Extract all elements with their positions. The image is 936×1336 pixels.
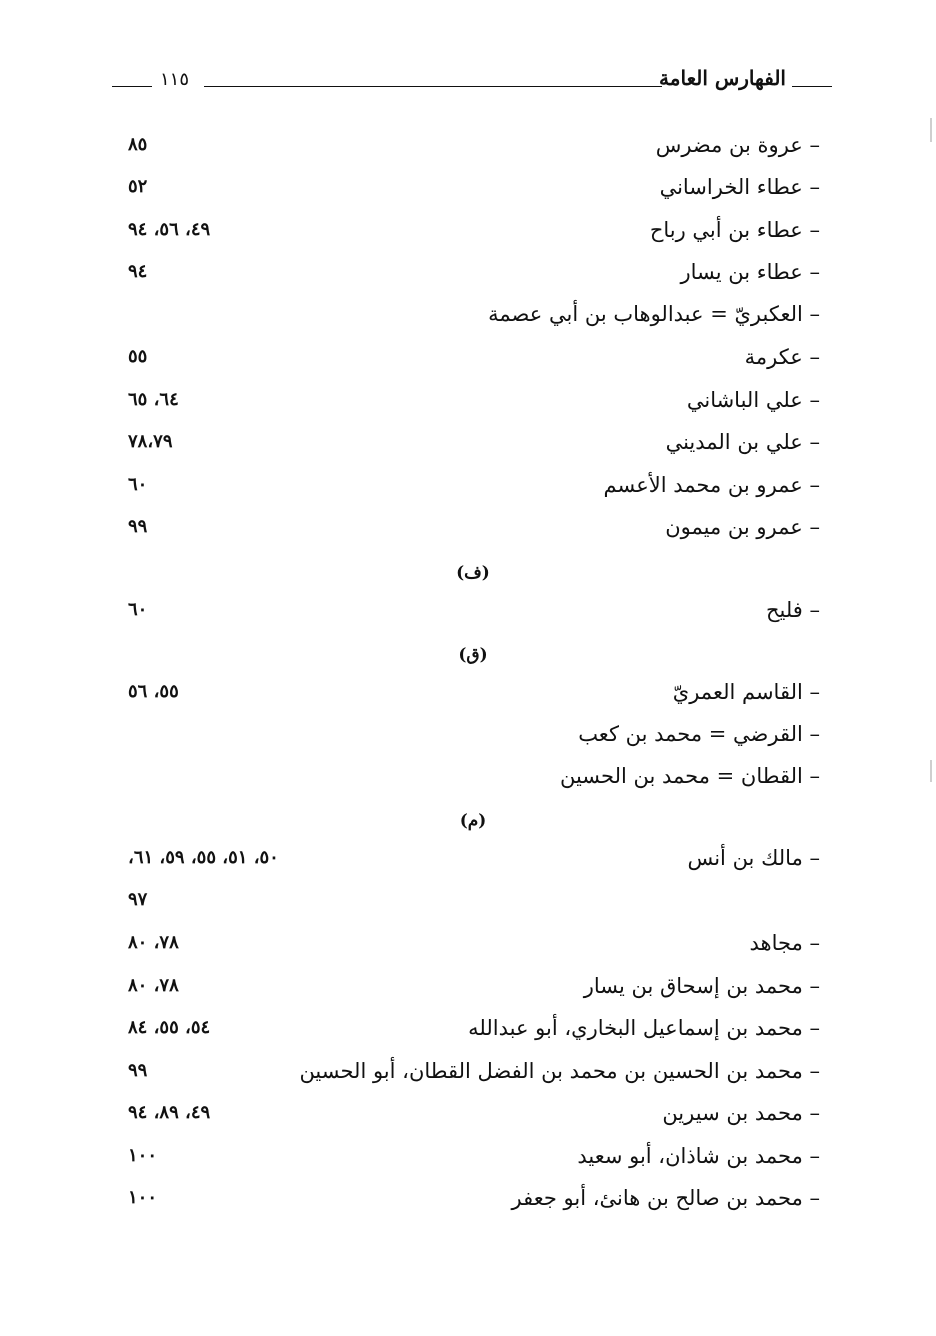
entry-pages: ١٠٠ [128, 1187, 158, 1208]
entry-pages: ٦٠ [128, 599, 148, 620]
entry-name: – عطاء الخراساني [659, 175, 820, 199]
index-entry [0, 929, 936, 969]
entry-pages: ٨٥ [128, 134, 148, 155]
index-entry [0, 513, 936, 553]
entry-name: – عمرو بن محمد الأعسم [603, 473, 820, 497]
entry-pages: ٩٤ [128, 261, 148, 282]
entry-pages: ٩٧ [128, 889, 148, 910]
entry-name: – القطان = محمد بن الحسين [559, 764, 820, 788]
entry-name: – عمرو بن ميمون [665, 515, 820, 539]
page-number: ١١٥ [160, 69, 190, 90]
section-letter-heading: (ف) [456, 563, 490, 583]
entry-name: – مجاهد [749, 931, 820, 955]
entry-name: – محمد بن صالح بن هانئ، أبو جعفر [511, 1186, 820, 1210]
index-entry [0, 471, 936, 511]
entry-name: – علي الباشاني [686, 388, 820, 412]
header-title: الفهارس العامة [659, 66, 786, 90]
entry-pages: ٥٤، ٥٥، ٨٤ [128, 1017, 211, 1038]
index-entry [0, 1014, 936, 1054]
index-entry [0, 1099, 936, 1139]
entry-name: – القاسم العمريّ [672, 680, 820, 704]
index-entry [0, 972, 936, 1012]
index-entry [0, 131, 936, 171]
entry-pages: ٦٤، ٦٥ [128, 389, 179, 410]
index-entry [0, 386, 936, 426]
index-entry [0, 1142, 936, 1182]
entry-pages: ٧٨، ٨٠ [128, 975, 179, 996]
entry-name: – عطاء بن يسار [680, 260, 820, 284]
index-entry-continuation [0, 886, 936, 926]
index-entry [0, 720, 936, 760]
entry-pages: ٦٠ [128, 474, 148, 495]
index-entry [0, 1057, 936, 1097]
running-header [112, 62, 832, 98]
entry-name: – العكبريّ = عبدالوهاب بن أبي عصمة [488, 302, 820, 326]
index-entry [0, 173, 936, 213]
index-entry [0, 343, 936, 383]
header-rule-middle [204, 86, 662, 87]
entry-name: – عكرمة [744, 345, 820, 369]
entry-name: – مالك بن أنس [687, 846, 820, 870]
index-entry [0, 844, 936, 884]
entry-name: – محمد بن إسحاق بن يسار [583, 974, 820, 998]
entry-pages: ٤٩، ٨٩، ٩٤ [128, 1102, 211, 1123]
entry-name: – علي بن المديني [665, 430, 820, 454]
entry-pages: ٥٥، ٥٦ [128, 681, 179, 702]
entry-name: – محمد بن سيرين [662, 1101, 820, 1125]
index-entry [0, 596, 936, 636]
entry-pages: ٥٢ [128, 176, 148, 197]
entry-name: – محمد بن الحسين بن محمد بن الفضل القطان، أبو الحسين [299, 1059, 820, 1083]
entry-pages: ٤٩، ٥٦، ٩٤ [128, 219, 211, 240]
header-rule-left [112, 86, 152, 87]
section-letter-heading: (م) [459, 811, 487, 831]
header-rule-right [792, 86, 832, 87]
entry-pages: ١٠٠ [128, 1145, 158, 1166]
entry-name: – عروة بن مضرس [655, 133, 820, 157]
entry-name: – فليح [765, 598, 820, 622]
entry-name: – القرضي = محمد بن كعب [578, 722, 820, 746]
index-entry [0, 216, 936, 256]
entry-pages: ٥٥ [128, 346, 148, 367]
entry-name: – محمد بن شاذان، أبو سعيد [577, 1144, 820, 1168]
entry-name: – محمد بن إسماعيل البخاري، أبو عبدالله [468, 1016, 820, 1040]
index-entry [0, 762, 936, 802]
entry-name: – عطاء بن أبي رباح [649, 218, 820, 242]
entry-pages: ٧٨، ٨٠ [128, 932, 179, 953]
entry-pages: ٥٠، ٥١، ٥٥، ٥٩، ٦١، [128, 847, 279, 868]
index-entry [0, 300, 936, 340]
index-entry [0, 428, 936, 468]
entry-pages: ٧٨،٧٩ [128, 431, 173, 452]
section-letter-heading: (ق) [458, 645, 488, 665]
entry-pages: ٩٩ [128, 1060, 148, 1081]
index-entry [0, 258, 936, 298]
index-entry [0, 678, 936, 718]
entry-pages: ٩٩ [128, 516, 148, 537]
index-entry [0, 1184, 936, 1224]
